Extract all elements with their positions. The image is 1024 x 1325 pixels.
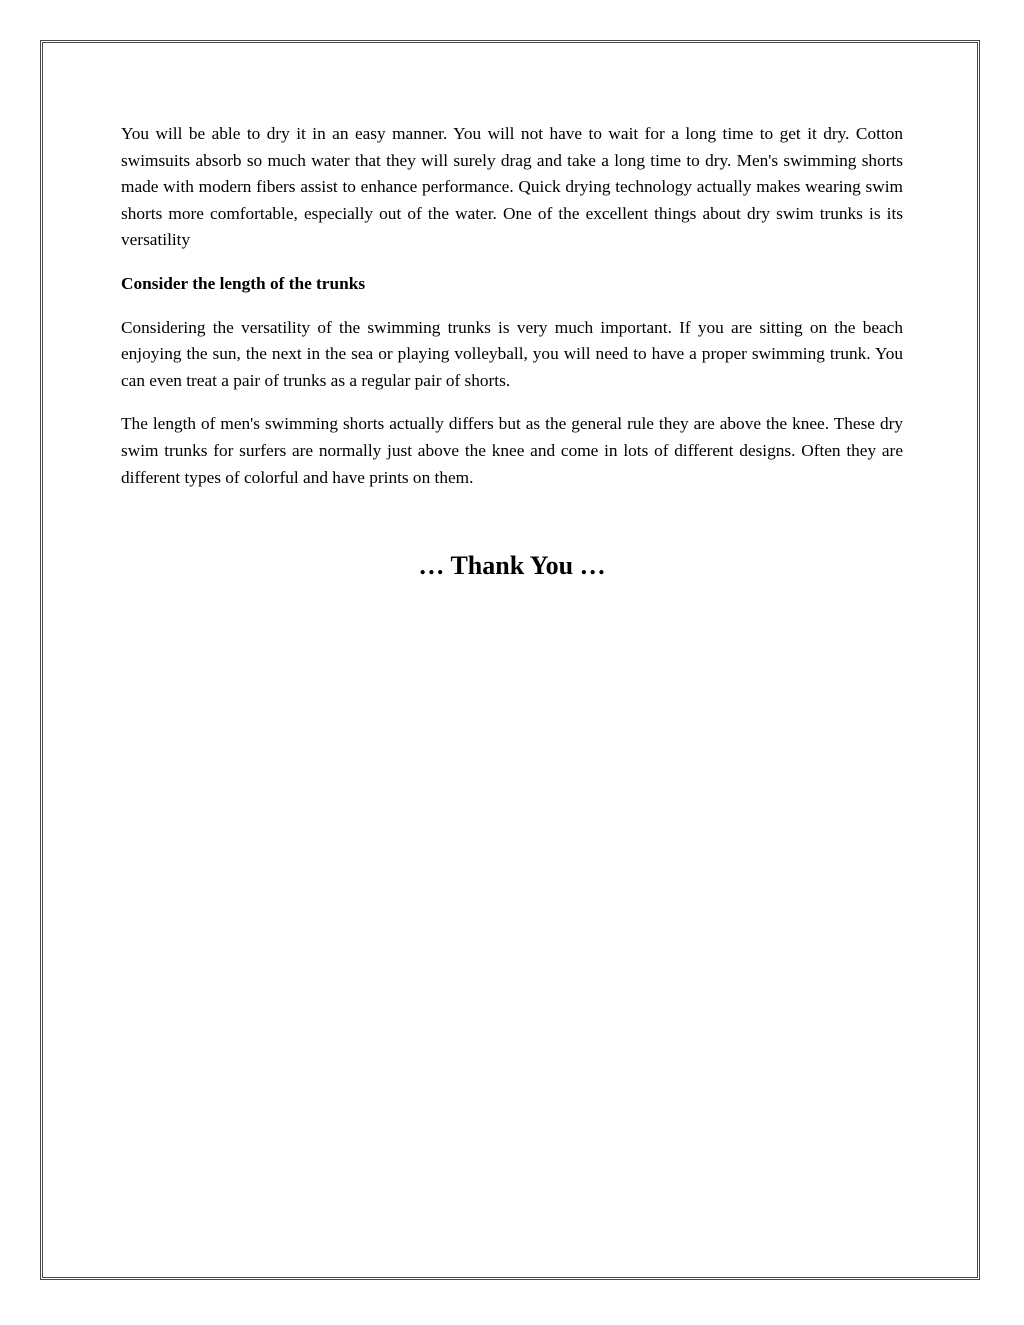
document-body — [121, 121, 903, 508]
intro-paragraph: You will be able to dry it in an easy manner. You will not have to wait for a long time to get it dry. Cotton swimsuits absorb so much water that they will surely drag and take a long time to dry. Men's swimming shorts made with modern fibers assist to enhance performance. Quick drying technology actually makes wearing swim shorts more comfortable, especially out of the water. One of the excellent things about dry swim trunks is its versatility — [121, 124, 903, 250]
section-heading: Consider the length of the trunks — [121, 273, 366, 293]
closing-thank-you: … Thank You … — [418, 551, 606, 580]
section-paragraph-1: Considering the versatility of the swimming trunks is very much important. If you are sitting on the beach enjoying the sun, the next in the sea or playing volleyball, you will need to have a proper swimming trunk. You can even treat a pair of trunks as a regular pair of shorts. — [121, 317, 903, 390]
section-paragraph-2: The length of men's swimming shorts actually differs but as the general rule they are above the knee. These dry swim trunks for surfers are normally just above the knee and come in lots of different designs. Often they are different types of colorful and have prints on them. — [121, 414, 903, 487]
